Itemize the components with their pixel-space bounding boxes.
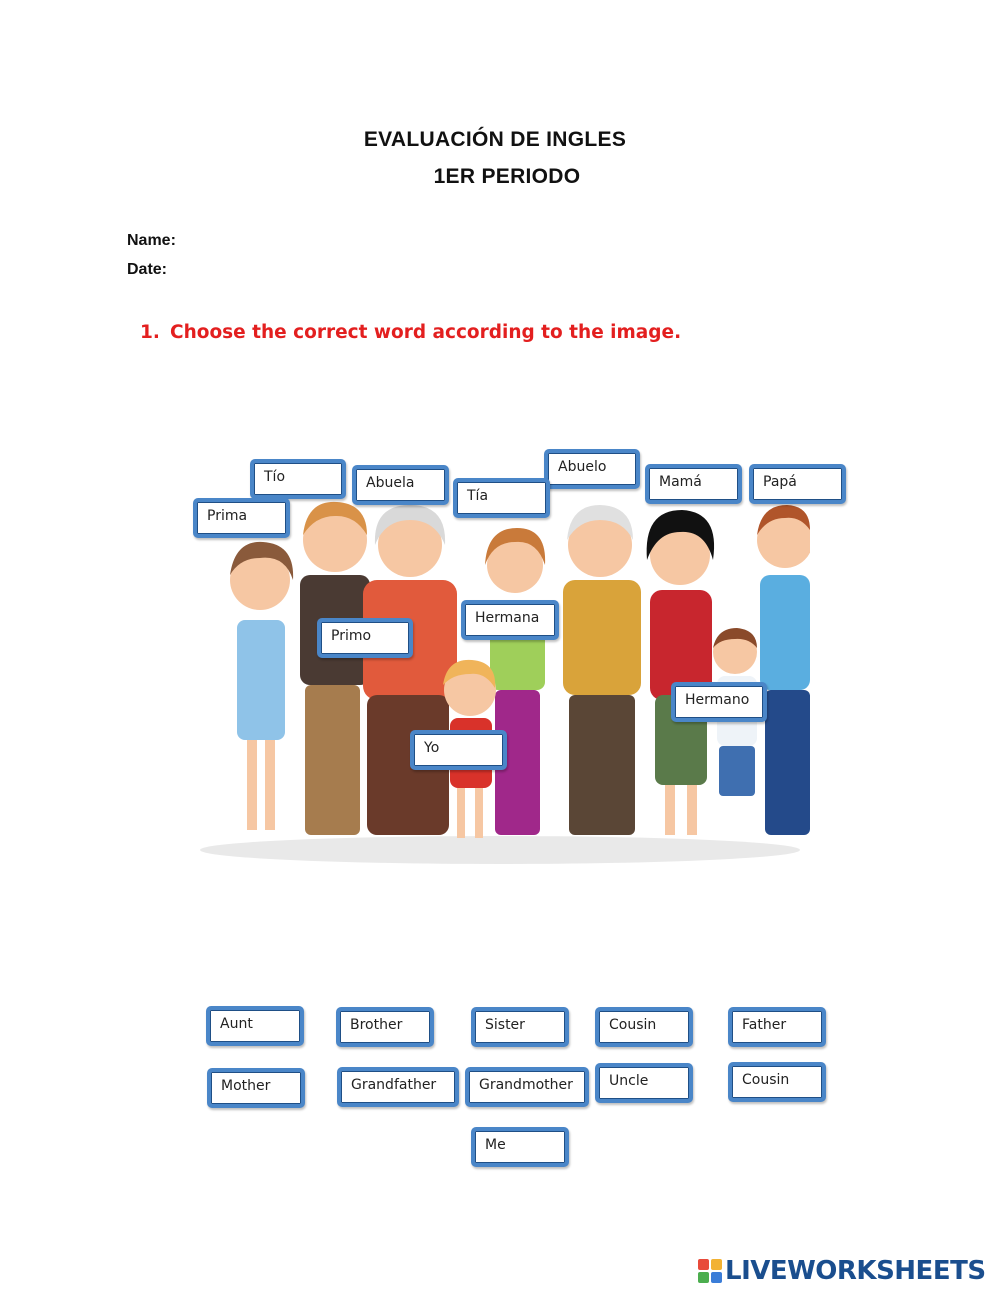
name-label: Name: — [127, 232, 176, 249]
label-abuela[interactable]: Abuela — [352, 465, 449, 505]
label-hermano[interactable]: Hermano — [671, 682, 767, 722]
figure-cousin-girl — [230, 542, 293, 830]
label-tia[interactable]: Tía — [453, 478, 550, 518]
answer-box-cousin-2[interactable]: Cousin — [728, 1062, 826, 1102]
answer-box-me[interactable]: Me — [471, 1127, 569, 1167]
label-abuelo[interactable]: Abuelo — [544, 449, 640, 489]
title-line-2: 1ER PERIODO — [433, 165, 581, 188]
answer-box-aunt[interactable]: Aunt — [206, 1006, 304, 1046]
label-prima[interactable]: Prima — [193, 498, 290, 538]
instruction — [140, 322, 681, 343]
instruction-number: 1. — [140, 322, 160, 343]
label-yo[interactable]: Yo — [410, 730, 507, 770]
liveworksheets-logo — [698, 1256, 986, 1286]
answer-box-mother[interactable]: Mother — [207, 1068, 305, 1108]
title-line-1: EVALUACIÓN DE INGLES — [363, 128, 627, 151]
answer-box-sister[interactable]: Sister — [471, 1007, 569, 1047]
answer-box-grandfather[interactable]: Grandfather — [337, 1067, 459, 1107]
label-papa[interactable]: Papá — [749, 464, 846, 504]
label-hermana[interactable]: Hermana — [461, 600, 559, 640]
answer-box-uncle[interactable]: Uncle — [595, 1063, 693, 1103]
instruction-text: Choose the correct word according to the image. — [170, 322, 682, 343]
answer-box-grandmother[interactable]: Grandmother — [465, 1067, 589, 1107]
answer-box-brother[interactable]: Brother — [336, 1007, 434, 1047]
logo-mark-icon — [698, 1259, 722, 1283]
answer-box-cousin[interactable]: Cousin — [595, 1007, 693, 1047]
figure-grandfather — [563, 505, 641, 835]
figure-father — [757, 505, 810, 835]
logo-text: LIVEWORKSHEETS — [725, 1256, 986, 1286]
answer-box-father[interactable]: Father — [728, 1007, 826, 1047]
figure-grandmother — [363, 505, 457, 835]
label-tio[interactable]: Tío — [250, 459, 346, 499]
label-primo[interactable]: Primo — [317, 618, 413, 658]
figure-mother — [647, 510, 714, 835]
figure-uncle — [300, 502, 370, 835]
label-mama[interactable]: Mamá — [645, 464, 742, 504]
date-label: Date: — [127, 261, 168, 278]
